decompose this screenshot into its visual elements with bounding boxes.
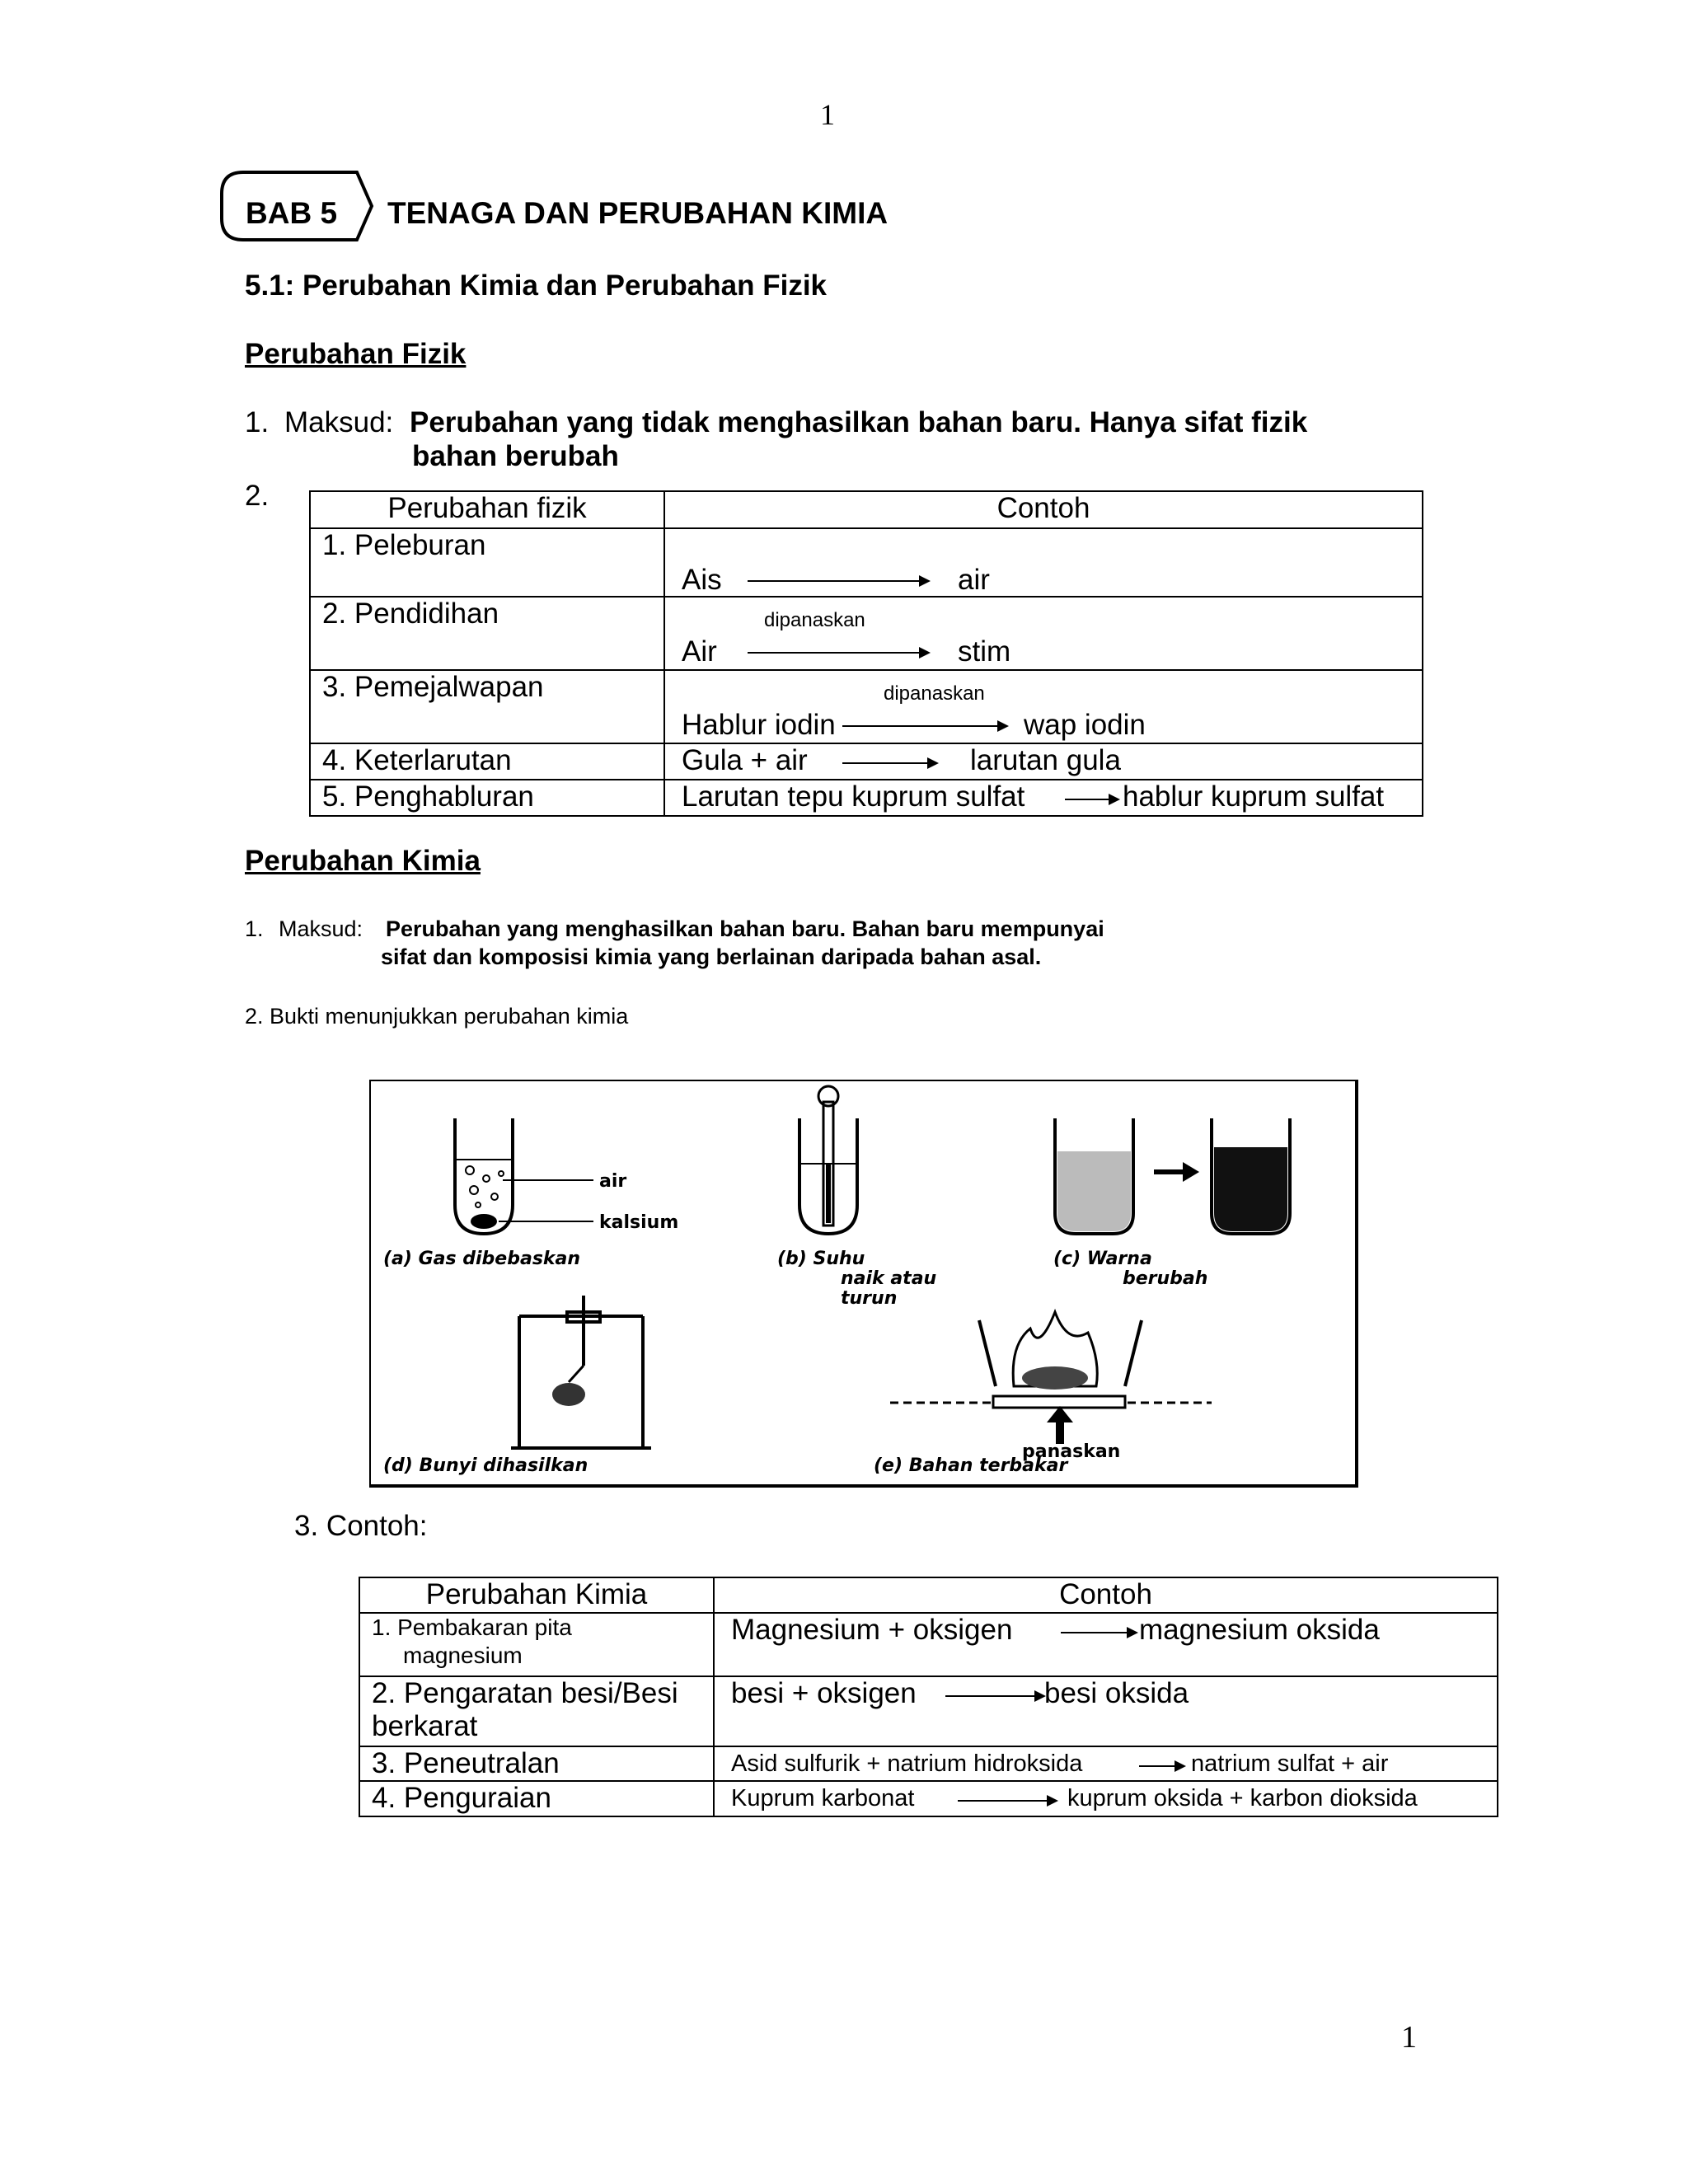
kimia-row-name: 2. Pengaratan besi/Besi berkarat	[359, 1676, 714, 1746]
fizik-row-name: 3. Pemejalwapan	[310, 670, 664, 743]
fizik-row-name: 2. Pendidihan	[310, 597, 664, 670]
section-title: 5.1: Perubahan Kimia dan Perubahan Fizik	[245, 269, 828, 302]
label-panaskan: panaskan	[1022, 1441, 1121, 1462]
example-to: stim	[958, 635, 1011, 668]
kimia-row-example	[714, 1676, 1498, 1746]
example-from: Magnesium + oksigen	[731, 1614, 1013, 1646]
fizik-table	[309, 490, 1423, 817]
evidence-figure	[369, 1080, 1358, 1488]
gas-bubbles-icon	[466, 1166, 504, 1207]
kimia-row-example	[714, 1613, 1498, 1676]
table-row	[359, 1613, 1498, 1676]
arrow-icon	[958, 1800, 1057, 1802]
table-row	[310, 780, 1423, 816]
table-row	[359, 1746, 1498, 1781]
caption-b-2: naik atau	[841, 1268, 937, 1289]
example-condition: dipanaskan	[764, 609, 865, 631]
label-kalsium: kalsium	[599, 1212, 679, 1233]
example-from: besi + oksigen	[731, 1677, 917, 1709]
kimia-row-name: 4. Penguraian	[359, 1781, 714, 1816]
caption-e: (e) Bahan terbakar	[874, 1455, 1068, 1476]
fizik-row-name: 1. Peleburan	[310, 528, 664, 597]
caption-b-1: (b) Suhu	[777, 1249, 865, 1269]
caption-c-1: (c) Warna	[1053, 1249, 1152, 1269]
example-from: Kuprum karbonat	[731, 1785, 915, 1811]
arrow-icon	[842, 725, 1007, 727]
kimia-row-example	[714, 1781, 1498, 1816]
kimia-item3-text: 3. Contoh:	[294, 1510, 428, 1542]
caption-b-3: turun	[841, 1288, 898, 1309]
arrow-icon	[1139, 1765, 1184, 1767]
fizik-item1-text-2: bahan berubah	[412, 440, 619, 472]
caption-d: (d) Bunyi dihasilkan	[383, 1455, 588, 1476]
fizik-row-example	[664, 743, 1423, 780]
table-row	[359, 1676, 1498, 1746]
arrow-icon	[842, 762, 937, 764]
label-air: air	[599, 1171, 627, 1192]
arrow-icon	[945, 1695, 1044, 1697]
fizik-item1-label: Maksud:	[284, 406, 394, 438]
evidence-illustration	[371, 1081, 1355, 1484]
kimia-table-header-2: Contoh	[714, 1577, 1498, 1613]
fizik-heading: Perubahan Fizik	[245, 338, 467, 370]
fizik-item2-num: 2.	[245, 480, 270, 512]
example-to: magnesium oksida	[1139, 1614, 1380, 1646]
example-from: Hablur iodin	[682, 709, 836, 741]
kimia-table-header-1: Perubahan Kimia	[359, 1577, 714, 1613]
kimia-item2-text: 2. Bukti menunjukkan perubahan kimia	[245, 1004, 629, 1029]
kimia-item1-text-1: Perubahan yang menghasilkan bahan baru. Bahan baru mempunyai	[386, 916, 1104, 941]
example-condition: dipanaskan	[884, 682, 985, 705]
example-from: Larutan tepu kuprum sulfat	[682, 780, 1025, 813]
example-to: kuprum oksida + karbon dioksida	[1067, 1785, 1418, 1811]
kimia-item1-num: 1.	[245, 916, 264, 941]
example-to: besi oksida	[1044, 1677, 1189, 1709]
arrow-icon	[748, 652, 929, 654]
example-from: Gula + air	[682, 744, 808, 776]
fizik-table-header-1: Perubahan fizik	[310, 491, 664, 528]
bab-label: BAB 5	[246, 196, 338, 230]
kimia-item1-label: Maksud:	[279, 916, 363, 941]
fizik-row-example	[664, 597, 1423, 670]
page-number-top: 1	[820, 98, 835, 131]
example-to: larutan gula	[970, 744, 1121, 776]
arrow-icon	[1065, 799, 1118, 800]
kalsium-lump-icon	[471, 1214, 497, 1229]
table-row	[310, 743, 1423, 780]
gas-jar-icon	[511, 1296, 651, 1448]
fizik-row-name: 5. Penghabluran	[310, 780, 664, 816]
kimia-row-name: 1. Pembakaran pita magnesium	[359, 1613, 714, 1676]
example-to: hablur kuprum sulfat	[1123, 780, 1385, 813]
kimia-heading: Perubahan Kimia	[245, 845, 481, 877]
arrow-icon	[748, 580, 929, 582]
beaker-dark-icon	[1212, 1118, 1290, 1234]
kimia-row-example	[714, 1746, 1498, 1781]
kimia-table	[359, 1577, 1498, 1817]
flame-spark-icon	[552, 1383, 585, 1406]
example-to: natrium sulfat + air	[1191, 1750, 1389, 1777]
table-row	[359, 1781, 1498, 1816]
chapter-title: TENAGA DAN PERUBAHAN KIMIA	[387, 196, 889, 230]
example-from: Ais	[682, 564, 722, 596]
caption-c-2: berubah	[1123, 1268, 1208, 1289]
fizik-row-example	[664, 670, 1423, 743]
fizik-row-name: 4. Keterlarutan	[310, 743, 664, 780]
table-row	[310, 670, 1423, 743]
fizik-item1-num: 1.	[245, 406, 270, 438]
example-to: air	[958, 564, 990, 596]
example-to: wap iodin	[1024, 709, 1146, 741]
arrow-icon	[1061, 1632, 1137, 1633]
table-row	[310, 597, 1423, 670]
fizik-row-example	[664, 528, 1423, 597]
page-number-bottom: 1	[1401, 2020, 1417, 2055]
caption-a: (a) Gas dibebaskan	[383, 1249, 581, 1269]
fizik-item1-text-1: Perubahan yang tidak menghasilkan bahan baru. Hanya sifat fizik	[410, 406, 1308, 438]
fizik-row-example	[664, 780, 1423, 816]
kimia-row-name: 3. Peneutralan	[359, 1746, 714, 1781]
kimia-item1-text-2: sifat dan komposisi kimia yang berlainan daripada bahan asal.	[381, 944, 1042, 969]
example-from: Air	[682, 635, 717, 668]
example-from: Asid sulfurik + natrium hidroksida	[731, 1750, 1083, 1777]
table-row	[310, 528, 1423, 597]
beaker-light-icon	[1055, 1118, 1133, 1234]
fizik-table-header-2: Contoh	[664, 491, 1423, 528]
